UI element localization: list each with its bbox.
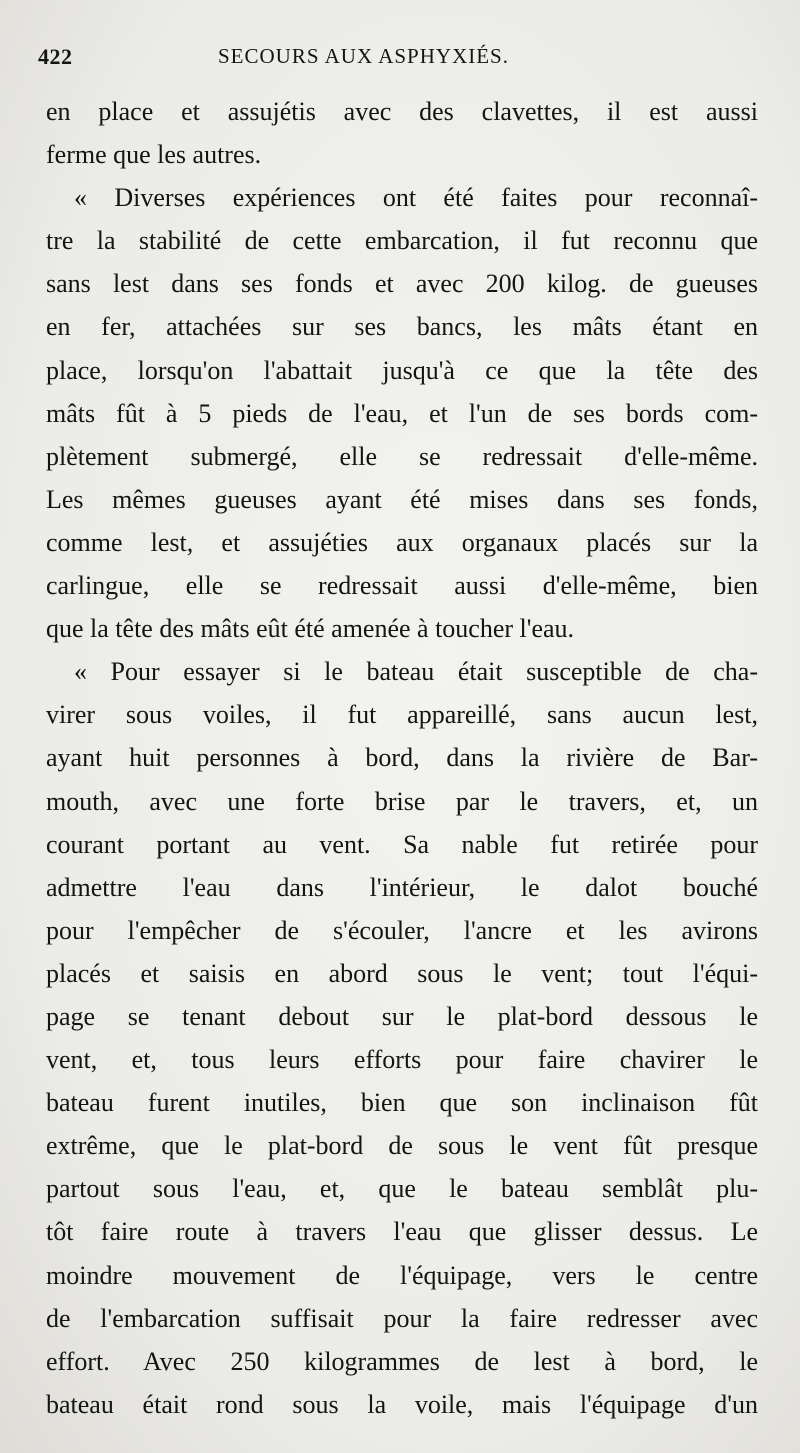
- text-line: bateau était rond sous la voile, mais l'équipage d'un: [46, 1389, 758, 1419]
- text-line: que la tête des mâts eût été amenée à toucher l'eau.: [46, 614, 575, 644]
- text-line: admettre l'eau dans l'intérieur, le dalot bouché: [46, 872, 758, 902]
- text-line: page se tenant debout sur le plat-bord dessous le: [46, 1001, 758, 1031]
- text-line: ferme que les autres.: [46, 140, 262, 170]
- text-line: vent, et, tous leurs efforts pour faire chavirer le: [46, 1045, 758, 1075]
- page-number: 422: [38, 44, 73, 69]
- text-line: partout sous l'eau, et, que le bateau semblât plu-: [46, 1174, 758, 1204]
- text-line: « Pour essayer si le bateau était susceptible de cha-: [74, 657, 758, 687]
- text-line: plètement submergé, elle se redressait d'elle-même.: [46, 441, 758, 471]
- text-line: en place et assujétis avec des clavettes, il est aussi: [46, 97, 758, 126]
- text-line: comme lest, et assujéties aux organaux placés sur la: [46, 527, 758, 557]
- text-line: courant portant au vent. Sa nable fut retirée pour: [46, 829, 758, 859]
- text-line: mâts fût à 5 pieds de l'eau, et l'un de ses bords com-: [46, 398, 758, 428]
- text-line: moindre mouvement de l'équipage, vers le centre: [46, 1260, 758, 1290]
- running-title: SECOURS AUX ASPHYXIÉS.: [218, 44, 509, 68]
- text-line: place, lorsqu'on l'abattait jusqu'à ce que la tête des: [46, 355, 758, 385]
- text-line: bateau furent inutiles, bien que son inclinaison fût: [46, 1088, 758, 1118]
- text-line: effort. Avec 250 kilogrammes de lest à bord, le: [46, 1346, 758, 1376]
- text-line: pour l'empêcher de s'écouler, l'ancre et les avirons: [46, 915, 758, 945]
- text-line: tôt faire route à travers l'eau que glisser dessus. Le: [46, 1217, 758, 1247]
- text-line: virer sous voiles, il fut appareillé, sans aucun lest,: [46, 700, 758, 730]
- text-line: tre la stabilité de cette embarcation, il fut reconnu que: [46, 226, 758, 256]
- text-line: de l'embarcation suffisait pour la faire redresser avec: [46, 1303, 758, 1333]
- text-line: en fer, attachées sur ses bancs, les mâts étant en: [46, 312, 758, 342]
- text-line: extrême, que le plat-bord de sous le vent fût presque: [46, 1131, 758, 1161]
- body-text: [46, 90, 758, 1426]
- text-line: ayant huit personnes à bord, dans la rivière de Bar-: [46, 743, 758, 773]
- text-line: placés et saisis en abord sous le vent; tout l'équi-: [46, 958, 758, 988]
- text-line: « Diverses expériences ont été faites pour reconnaî-: [74, 183, 758, 213]
- text-line: mouth, avec une forte brise par le travers, et, un: [46, 786, 758, 816]
- text-line: carlingue, elle se redressait aussi d'elle-même, bien: [46, 571, 758, 601]
- page-header: [38, 44, 762, 80]
- text-line: Les mêmes gueuses ayant été mises dans ses fonds,: [46, 484, 758, 514]
- text-line: sans lest dans ses fonds et avec 200 kilog. de gueuses: [46, 269, 758, 299]
